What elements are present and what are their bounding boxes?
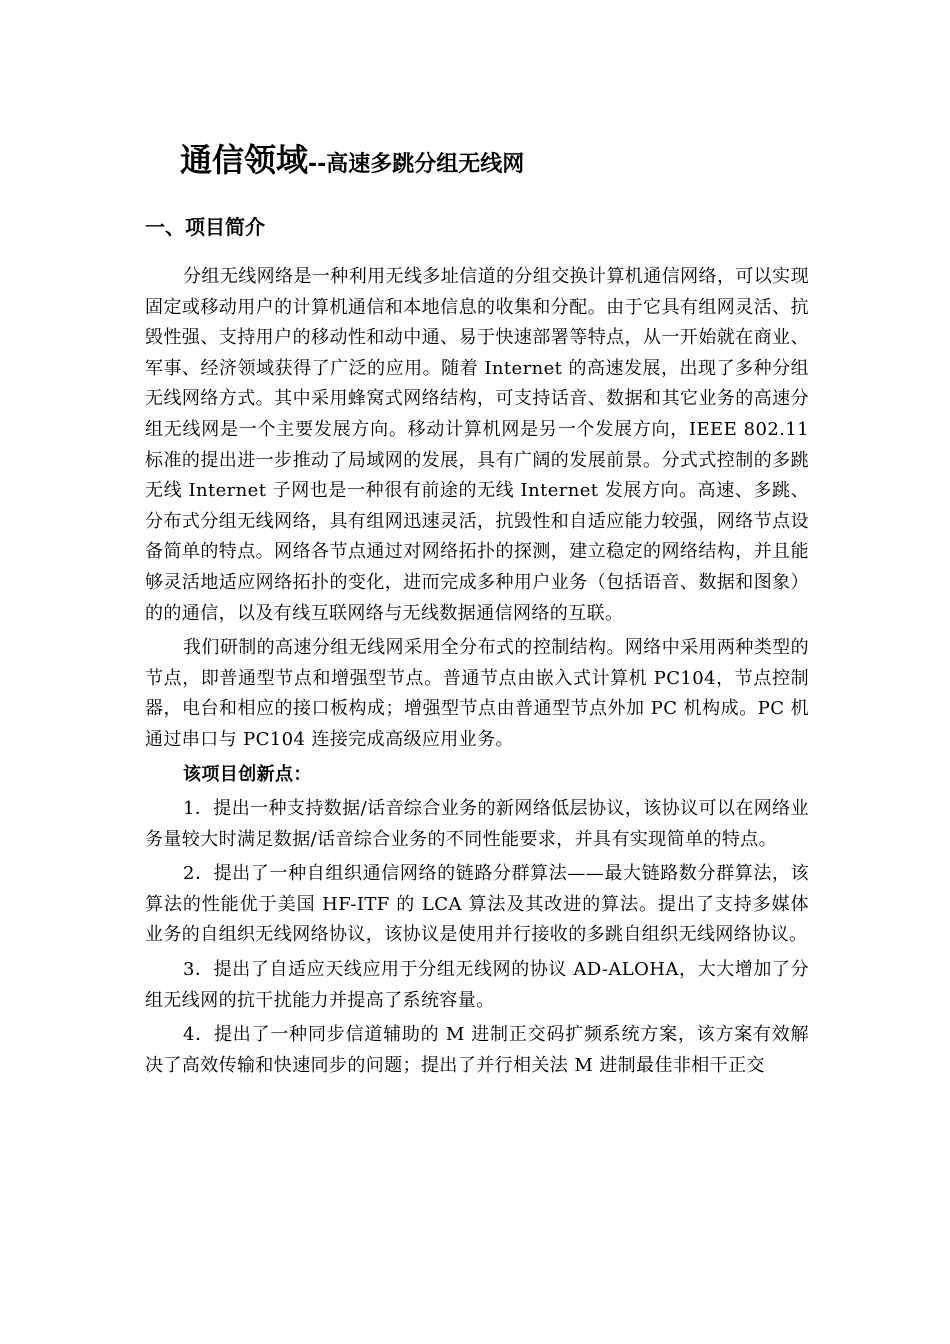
paragraph-intro: 分组无线网络是一种利用无线多址信道的分组交换计算机通信网络，可以实现固定或移动用户的计算机通信和本地信息的收集和分配。由于它具有组网灵活、抗毁性强、支持用户的移动性和动中通、易于快速部署等特点，从一开始就在商业、军事、经济领域获得了广泛的应用。随着 Internet 的高速发展，出现了多种分组无线网络方式。其中采用蜂窝式网络结构，可支持话音、数据和其它业务的高速分组无线网是一个主要发展方向。移动计算机网是另一个发展方向，IEEE 802.11 标准的提出进一步推动了局域网的发展，具有广阔的发展前景。分式式控制的多跳无线 Internet 子网也是一种很有前途的无线 Internet 发展方向。高速、多跳、分布式分组无线网络，具有组网迅速灵活，抗毁性和自适应能力较强，网络节点设备简单的特点。网络各节点通过对网络拓扑的探测，建立稳定的网络结构，并且能够灵活地适应网络拓扑的变化，进而完成多种用户业务（包括语音、数据和图象）的的通信，以及有线互联网络与无线数据通信网络的互联。: [145, 266, 809, 624]
innovation-item-3: 3．提出了自适应天线应用于分组无线网的协议 AD-ALOHA，大大增加了分组无线网的抗干扰能力并提高了系统容量。: [145, 959, 809, 1011]
body-text: [145, 262, 809, 1085]
innovation-label: 该项目创新点：: [183, 763, 312, 785]
section-heading: 一、项目简介: [145, 215, 265, 239]
title-main: 通信领域: [180, 141, 309, 179]
innovation-item-2: 2．提出了一种自组织通信网络的链路分群算法——最大链路数分群算法，该算法的性能优于美国 HF-ITF 的 LCA 算法及其改进的算法。提出了支持多媒体业务的自组织无线网络协议，该协议是使用并行接收的多跳自组织无线网络协议。: [145, 863, 809, 946]
paragraph-network-structure: 我们研制的高速分组无线网采用全分布式的控制结构。网络中采用两种类型的节点，即普通型节点和增强型节点。普通节点由嵌入式计算机 PC104，节点控制器，电台和相应的接口板构成；增强型节点由普通型节点外加 PC 机构成。PC 机通过串口与 PC104 连接完成高级应用业务。: [145, 637, 809, 750]
innovation-item-4: 4．提出了一种同步信道辅助的 M 进制正交码扩频系统方案，该方案有效解决了高效传输和快速同步的问题；提出了并行相关法 M 进制最佳非相干正交: [145, 1024, 809, 1076]
title-subtitle: --高速多跳分组无线网: [308, 152, 525, 177]
innovation-item-1: 1．提出一种支持数据/话音综合业务的新网络低层协议，该协议可以在网络业务量较大时满足数据/话音综合业务的不同性能要求，并具有实现简单的特点。: [145, 798, 809, 850]
document-title: [180, 138, 524, 187]
